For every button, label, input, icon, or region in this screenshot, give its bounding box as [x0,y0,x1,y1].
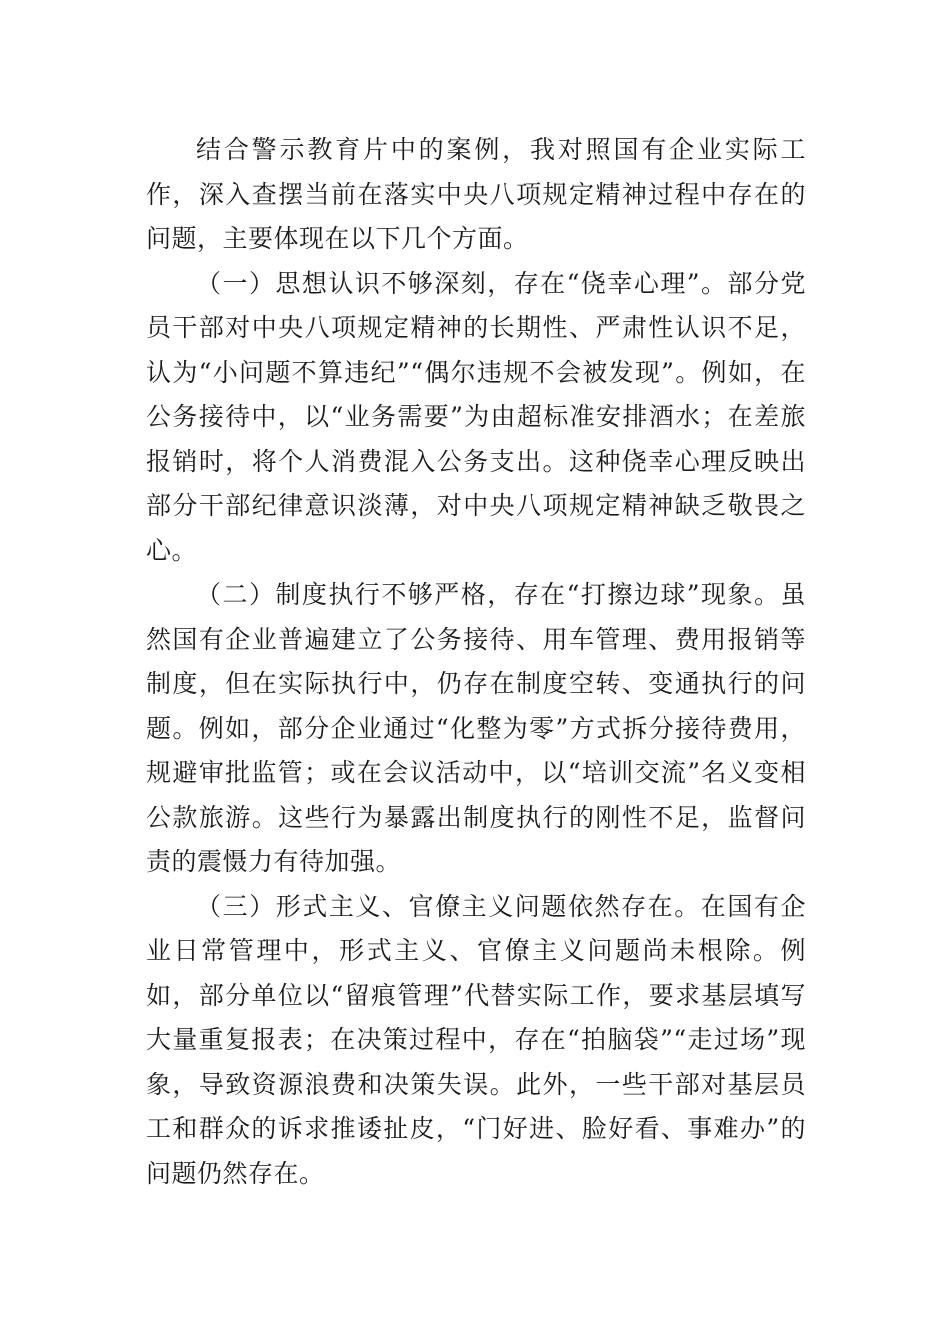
section-three-paragraph: （三）形式主义、官僚主义问题依然存在。在国有企业日常管理中，形式主义、官僚主义问题尚未根除。例如，部分单位以“留痕管理”代替实际工作，要求基层填写大量重复报表；在决策过程中，存在“拍脑袋”“走过场”现象，导致资源浪费和决策失误。此外，一些干部对基层员工和群众的诉求推诿扯皮，“门好进、脸好看、事难办”的问题仍然存在。 [146,891,806,1188]
intro-paragraph: 结合警示教育片中的案例，我对照国有企业实际工作，深入查摆当前在落实中央八项规定精神过程中存在的问题，主要体现在以下几个方面。 [146,135,806,253]
section-one-paragraph: （一）思想认识不够深刻，存在“侥幸心理”。部分党员干部对中央八项规定精神的长期性、严肃性认识不足，认为“小问题不算违纪”“偶尔违规不会被发现”。例如，在公务接待中，以“业务需要”为由超标准安排酒水；在差旅报销时，将个人消费混入公务支出。这种侥幸心理反映出部分干部纪律意识淡薄，对中央八项规定精神缺乏敬畏之心。 [146,268,806,565]
section-two-paragraph: （二）制度执行不够严格，存在“打擦边球”现象。虽然国有企业普遍建立了公务接待、用车管理、费用报销等制度，但在实际执行中，仍存在制度空转、变通执行的问题。例如，部分企业通过“化整为零”方式拆分接待费用，规避审批监管；或在会议活动中，以“培训交流”名义变相公款旅游。这些行为暴露出制度执行的刚性不足，监督问责的震慑力有待加强。 [146,580,806,876]
document-body [146,128,806,1196]
